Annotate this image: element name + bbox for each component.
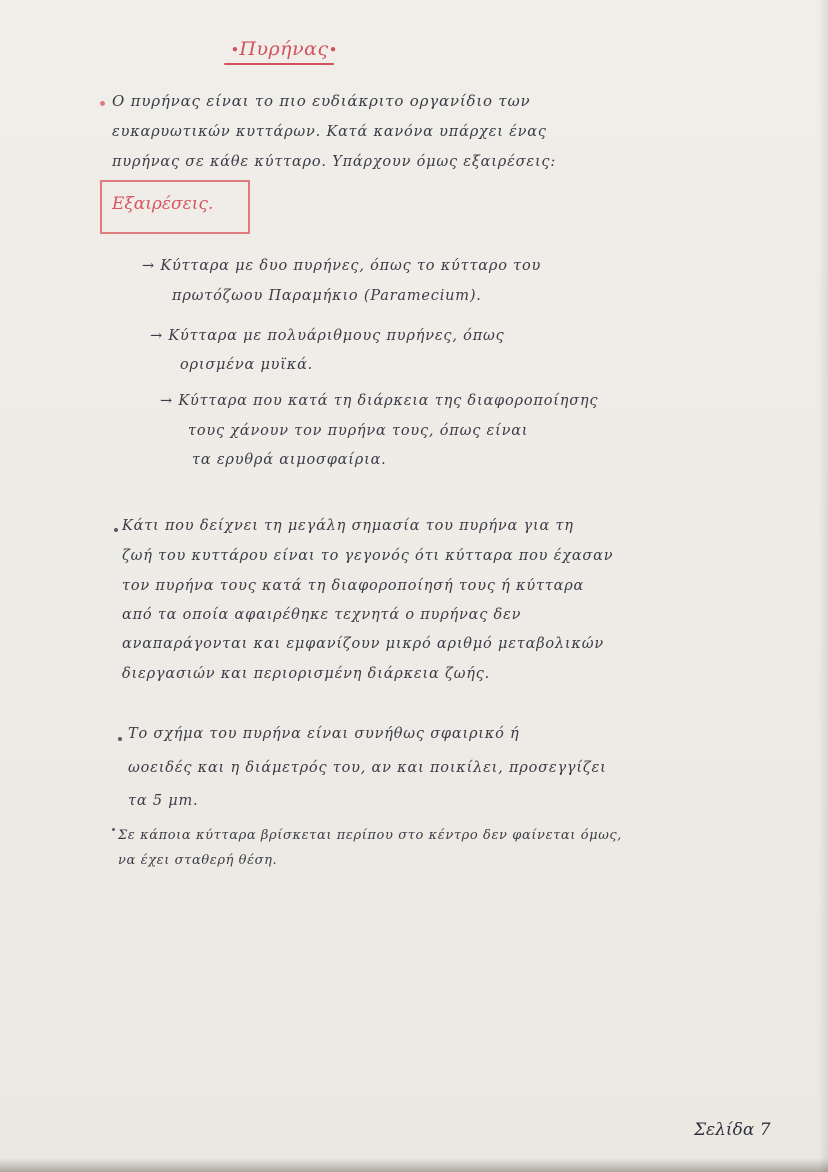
paper-edge-shadow [818,0,828,1172]
intro-line: ευκαρυωτικών κυττάρων. Κατά κανόνα υπάρχει ένας [112,124,547,140]
exception-line: → Κύτταρα με πολυάριθμους πυρήνες, όπως [150,328,505,344]
paper-bottom-shadow [0,1158,828,1172]
intro-line: πυρήνας σε κάθε κύτταρο. Υπάρχουν όμως εξαιρέσεις: [112,154,557,170]
page-number: Σελίδα 7 [694,1120,771,1140]
importance-line: Κάτι που δείχνει τη μεγάλη σημασία του πυρήνα για τη [122,518,574,534]
shape-line: Το σχήμα του πυρήνα είναι συνήθως σφαιρικό ή [128,726,520,742]
title-underline [224,63,334,65]
exception-line: τα ερυθρά αιμοσφαίρια. [192,452,387,468]
page-title: Πυρήνας [239,38,329,60]
importance-line: διεργασιών και περιορισμένη διάρκεια ζωής. [122,666,491,682]
bullet-dot [100,101,105,106]
exception-line: → Κύτταρα με δυο πυρήνες, όπως το κύτταρο του [142,258,542,274]
bullet-dot [114,528,118,532]
exception-line: → Κύτταρα που κατά τη διάρκεια της διαφοροποίησης [160,393,599,409]
exception-line: πρωτόζωου Παραμήκιο (Paramecium). [172,288,482,304]
position-line: να έχει σταθερή θέση. [118,853,278,868]
title-dot-right: • [328,41,338,59]
position-line: Σε κάποια κύτταρα βρίσκεται περίπου στο κέντρο δεν φαίνεται όμως, [118,828,623,843]
bullet-dot [112,828,115,831]
exceptions-box [100,180,250,234]
exceptions-label: Εξαιρέσεις. [112,194,214,214]
exception-line: τους χάνουν τον πυρήνα τους, όπως είναι [188,423,529,439]
importance-line: ζωή του κυττάρου είναι το γεγονός ότι κύτταρα που έχασαν [122,548,614,564]
intro-line: Ο πυρήνας είναι το πιο ευδιάκριτο οργανίδιο των [112,92,531,110]
shape-line: ωοειδές και η διάμετρός του, αν και ποικίλει, προσεγγίζει [128,760,607,776]
importance-line: από τα οποία αφαιρέθηκε τεχνητά ο πυρήνας δεν [122,607,522,623]
page-title-wrap [214,38,354,60]
exception-line: ορισμένα μυϊκά. [180,357,314,373]
bullet-dot [118,737,122,741]
importance-line: αναπαράγονται και εμφανίζουν μικρό αριθμό μεταβολικών [122,636,604,652]
shape-line: τα 5 μm. [128,793,199,809]
title-dot-left: • [230,41,240,59]
importance-line: τον πυρήνα τους κατά τη διαφοροποίησή τους ή κύτταρα [122,578,585,594]
